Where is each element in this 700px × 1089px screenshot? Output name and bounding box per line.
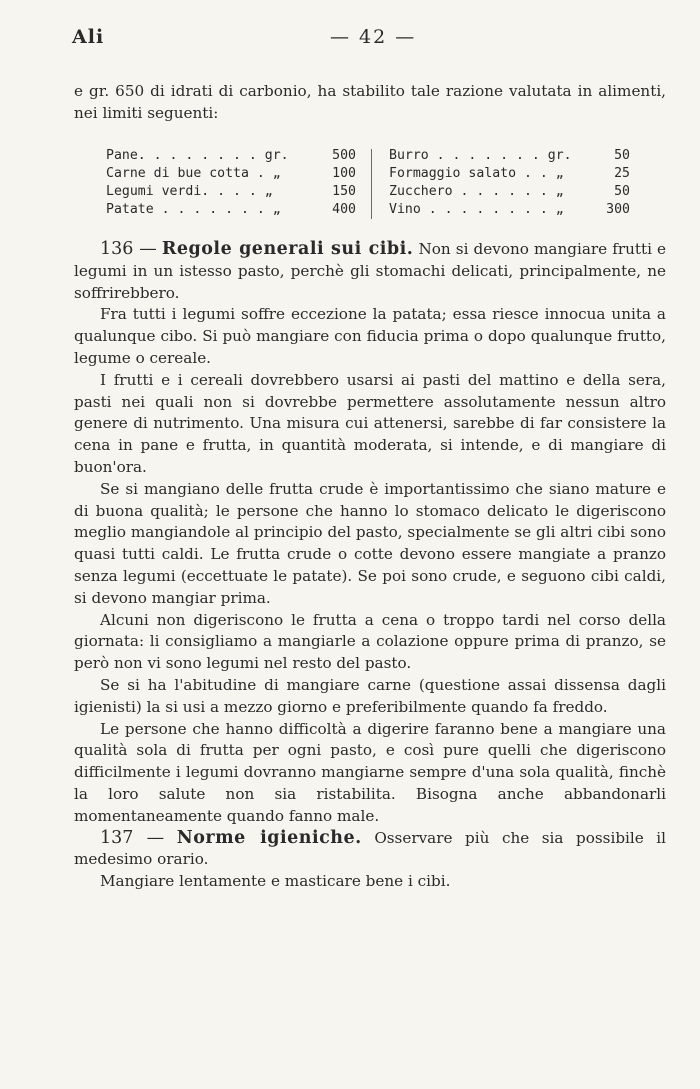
food-name: Carne di bue cotta . „: [106, 166, 281, 181]
table-row: [106, 165, 356, 183]
food-quantity: 25: [614, 166, 630, 181]
section-title: Norme igieniche.: [176, 827, 362, 848]
food-quantity: 300: [606, 202, 630, 217]
paragraph: Mangiare lentamente e masticare bene i cibi.: [100, 872, 451, 891]
section-number: 136 —: [100, 239, 157, 259]
table-row: [106, 183, 356, 201]
paragraph: I frutti e i cereali dovrebbero usarsi ai pasti del mattino e della sera, pasti nei quali non si dovrebbe permettere assolutamente nessun altro genere di nutrimento. Una misura cui attenersi, sarebbe di far consistere la cena in pane e frutta, in quantità moderata, si intende, e di mangiare di buon'ora.: [74, 370, 666, 476]
section-number: 137 —: [100, 827, 165, 848]
paragraph: Se si ha l'abitudine di mangiare carne (questione assai dissensa dagli igienisti) la si usi a mezzo giorno e preferibilmente quando fa freddo.: [74, 675, 666, 716]
intro-paragraph: [74, 81, 666, 125]
main-text: [74, 239, 666, 893]
paragraph: Alcuni non digeriscono le frutta a cena o troppo tardi nel corso della giornata: li consigliamo a mangiarle a colazione oppure prima di pranzo, se però non vi sono legumi nel resto del pasto.: [74, 610, 666, 673]
page-header: [72, 26, 660, 56]
intro-text: e gr. 650 di idrati di carbonio, ha stabilito tale razione valutata in alimenti, nei limiti seguenti:: [74, 82, 666, 122]
food-quantity: 50: [614, 148, 630, 163]
food-quantity: 50: [614, 184, 630, 199]
food-name: Vino . . . . . . . . „: [389, 202, 564, 217]
food-name: Patate . . . . . . . „: [106, 202, 281, 217]
table-row: [106, 201, 356, 219]
food-quantity: 100: [332, 166, 356, 181]
running-head: Ali: [72, 26, 105, 48]
section-lead-text: Osservare più che sia possibile il medesimo orario.: [74, 828, 667, 869]
food-name: Pane. . . . . . . . gr.: [106, 148, 289, 163]
table-row: [389, 165, 630, 183]
ration-table-left-column: [106, 147, 356, 219]
section-title: Regole generali sui cibi.: [161, 239, 414, 259]
food-quantity: 400: [332, 202, 356, 217]
section-137-lead: [74, 828, 666, 872]
food-name: Zucchero . . . . . . „: [389, 184, 564, 199]
paragraph: Se si mangiano delle frutta crude è importantissimo che siano mature e di buona qualità; le persone che hanno lo stomaco delicato le digeriscono meglio mangiandole al principio del pasto, specialmente se gli altri cibi sono quasi tutti caldi. Le frutta crude o cotte devono essere mangiate a pranzo senza legumi (eccettuate le patate). Se poi sono crude, e seguono cibi caldi, si devono mangiar prima.: [74, 479, 666, 607]
section-lead-text: Non si devono mangiare frutti e legumi in un istesso pasto, perchè gli stomachi delicati, principalmente, ne soffrirebbero.: [74, 240, 667, 302]
table-row: [389, 183, 630, 201]
table-row: [106, 147, 356, 165]
food-quantity: 150: [332, 184, 356, 199]
food-name: Legumi verdi. . . . „: [106, 184, 273, 199]
page-number: — 42 —: [330, 26, 417, 48]
food-name: Burro . . . . . . . gr.: [389, 148, 572, 163]
table-row: [389, 147, 630, 165]
food-quantity: 500: [332, 148, 356, 163]
section-136-lead: [74, 239, 666, 304]
paragraph: Le persone che hanno difficoltà a digerire faranno bene a mangiare una qualità sola di frutta per ogni pasto, e così pure quelli che digeriscono difficilmente i legumi dovranno mangiarne sempre d'una sola qualità, finchè la loro salute non sia ristabilita. Bisogna anche abbandonarli momentaneamente quando fanno male.: [74, 719, 666, 825]
table-row: [389, 201, 630, 219]
ration-table-right-column: [389, 147, 630, 219]
table-column-divider: [371, 149, 372, 219]
paragraph: Fra tutti i legumi soffre eccezione la patata; essa riesce innocua unita a qualunque cibo. Si può mangiare con fiducia prima o dopo qualunque frutto, legume o cereale.: [74, 305, 666, 367]
food-name: Formaggio salato . . „: [389, 166, 564, 181]
